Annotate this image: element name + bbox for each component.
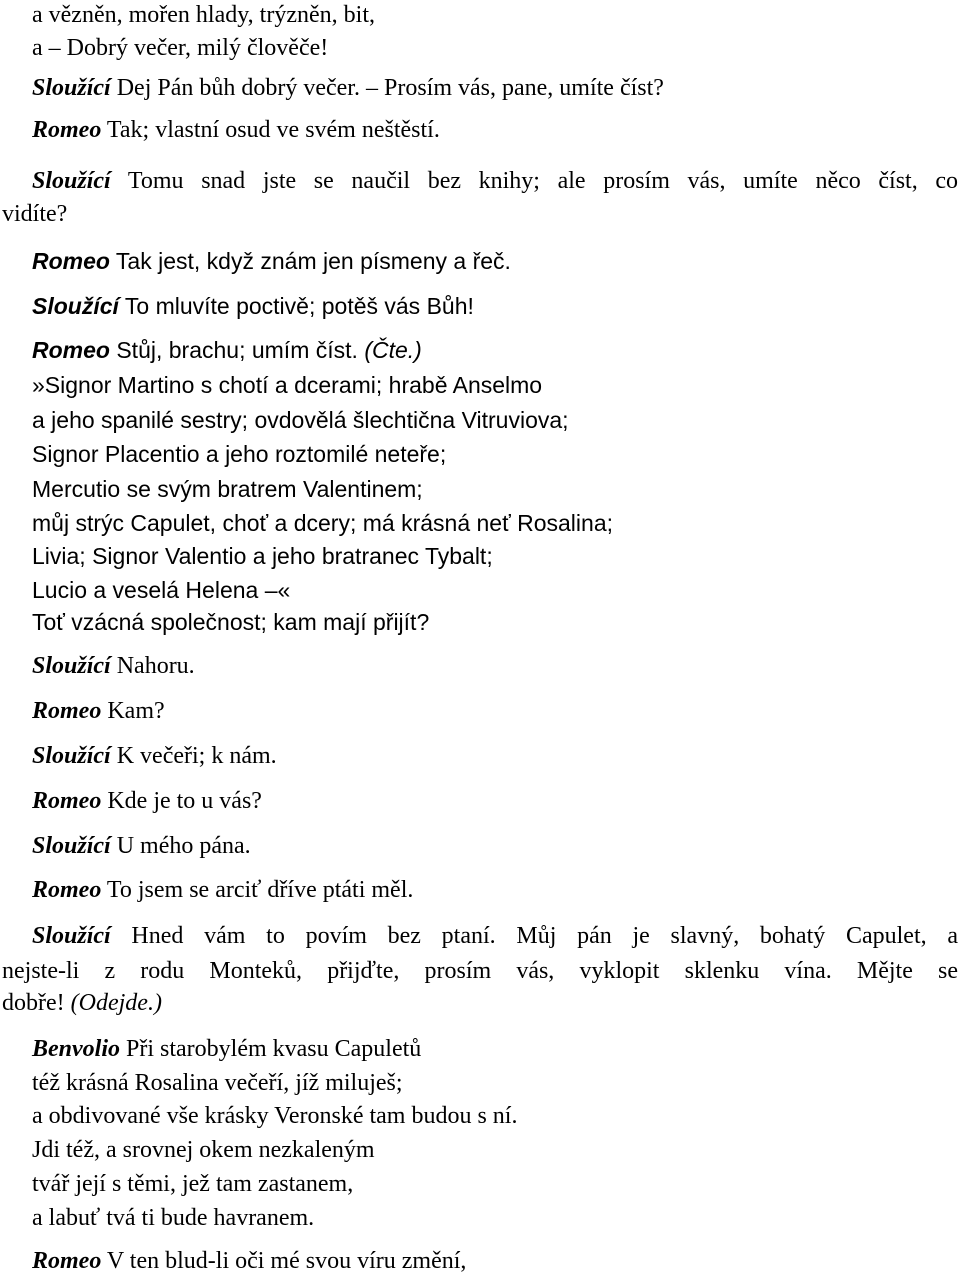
dialogue-line xyxy=(32,921,958,951)
letter-line xyxy=(32,508,613,538)
line-text: Při starobylém kvasu Capuletů xyxy=(120,1036,422,1062)
speaker-name: Romeo xyxy=(32,117,102,143)
verse-line xyxy=(32,1068,403,1098)
speaker-name: Benvolio xyxy=(32,1036,120,1062)
line-text: Hned vám to povím bez ptaní. Můj pán je slavný, bohatý Capulet, a xyxy=(110,923,958,949)
line-text: Tomu snad jste se naučil bez knihy; ale prosím vás, umíte něco číst, co xyxy=(110,168,958,194)
dialogue-line xyxy=(32,73,664,103)
speaker-name: Romeo xyxy=(32,877,102,903)
dialogue-line xyxy=(32,246,511,276)
speaker-name: Sloužící xyxy=(32,293,119,319)
dialogue-line xyxy=(32,1246,466,1276)
dialogue-line xyxy=(32,786,262,816)
line-text: »Signor Martino s chotí a dcerami; hrabě Anselmo xyxy=(32,372,543,398)
continuation-line xyxy=(2,988,162,1018)
line-text: tvář její s těmi, jež tam zastanem, xyxy=(32,1171,354,1197)
dialogue-line xyxy=(32,1034,421,1064)
continuation-line xyxy=(2,199,67,229)
line-text: a – Dobrý večer, milý člověče! xyxy=(32,35,329,61)
stage-direction: (Odejde.) xyxy=(70,990,162,1016)
dialogue-line xyxy=(32,335,422,365)
line-text: Signor Placentio a jeho roztomilé neteře; xyxy=(32,441,447,467)
line-text: Dej Pán bůh dobrý večer. – Prosím vás, pane, umíte číst? xyxy=(110,75,664,101)
line-text: Nahoru. xyxy=(110,653,195,679)
speaker-name: Romeo xyxy=(32,248,110,274)
dialogue-line xyxy=(32,291,474,321)
speaker-name: Romeo xyxy=(32,1248,102,1274)
line-text: Tak; vlastní osud ve svém neštěstí. xyxy=(101,117,440,143)
verse-line xyxy=(32,33,328,63)
line-text: Livia; Signor Valentio a jeho bratranec Tybalt; xyxy=(32,543,493,569)
verse-line xyxy=(32,1135,375,1165)
line-text: Lucio a veselá Helena –« xyxy=(32,577,291,603)
verse-line xyxy=(32,1101,517,1131)
letter-line xyxy=(32,474,423,504)
dialogue-line xyxy=(32,651,195,681)
speaker-name: Romeo xyxy=(32,698,102,724)
line-text: Kam? xyxy=(101,698,165,724)
dialogue-line xyxy=(32,741,277,771)
speaker-name: Sloužící xyxy=(32,743,111,769)
line-text: a jeho spanilé sestry; ovdovělá šlechtična Vitruviova; xyxy=(32,407,569,433)
line-text: V ten blud-li oči mé svou víru změní, xyxy=(101,1248,467,1274)
letter-line xyxy=(32,370,542,400)
line-text: To jsem se arciť dříve ptáti měl. xyxy=(101,877,414,903)
speaker-name: Sloužící xyxy=(32,833,111,859)
dialogue-line xyxy=(32,875,413,905)
line-text: a labuť tvá ti bude havranem. xyxy=(32,1205,315,1231)
dialogue-line xyxy=(32,696,165,726)
dialogue-line xyxy=(32,831,251,861)
line-text: vidíte? xyxy=(2,201,68,227)
dialogue-line xyxy=(32,166,958,196)
line-text: a vězněn, mořen hlady, trýzněn, bit, xyxy=(32,2,375,28)
line-text: Jdi též, a srovnej okem nezkaleným xyxy=(32,1137,375,1163)
line-text: Toť vzácná společnost; kam mají přijít? xyxy=(32,609,430,635)
line-text: a obdivované vše krásky Veronské tam budou s ní. xyxy=(32,1103,518,1129)
speaker-name: Romeo xyxy=(32,788,102,814)
line-text: Mercutio se svým bratrem Valentinem; xyxy=(32,476,423,502)
stage-direction: (Čte.) xyxy=(364,337,422,363)
line-text: K večeři; k nám. xyxy=(110,743,277,769)
letter-line xyxy=(32,575,290,605)
speaker-name: Sloužící xyxy=(32,653,111,679)
verse-line xyxy=(32,1169,353,1199)
continuation-line xyxy=(2,956,958,986)
line-text: též krásná Rosalina večeří, jíž miluješ; xyxy=(32,1070,403,1096)
speaker-name: Sloužící xyxy=(32,168,111,194)
line-text: Tak jest, když znám jen písmeny a řeč. xyxy=(109,248,511,274)
line-text: můj strýc Capulet, choť a dcery; má krásná neť Rosalina; xyxy=(32,510,613,536)
line-text: U mého pána. xyxy=(110,833,251,859)
verse-line xyxy=(32,607,429,637)
dialogue-line xyxy=(32,115,440,145)
line-text: nejste-li z rodu Monteků, přijďte, prosím vás, vyklopit sklenku vína. Mějte se xyxy=(2,958,958,984)
verse-line xyxy=(32,1203,314,1233)
speaker-name: Romeo xyxy=(32,337,110,363)
letter-line xyxy=(32,541,493,571)
speaker-name: Sloužící xyxy=(32,923,111,949)
line-text: Kde je to u vás? xyxy=(101,788,262,814)
line-text: dobře! xyxy=(2,990,71,1016)
line-text: Stůj, brachu; umím číst. xyxy=(109,337,365,363)
letter-line xyxy=(32,405,569,435)
letter-line xyxy=(32,439,446,469)
verse-line xyxy=(32,0,375,30)
speaker-name: Sloužící xyxy=(32,75,111,101)
line-text: To mluvíte poctivě; potěš vás Bůh! xyxy=(118,293,474,319)
